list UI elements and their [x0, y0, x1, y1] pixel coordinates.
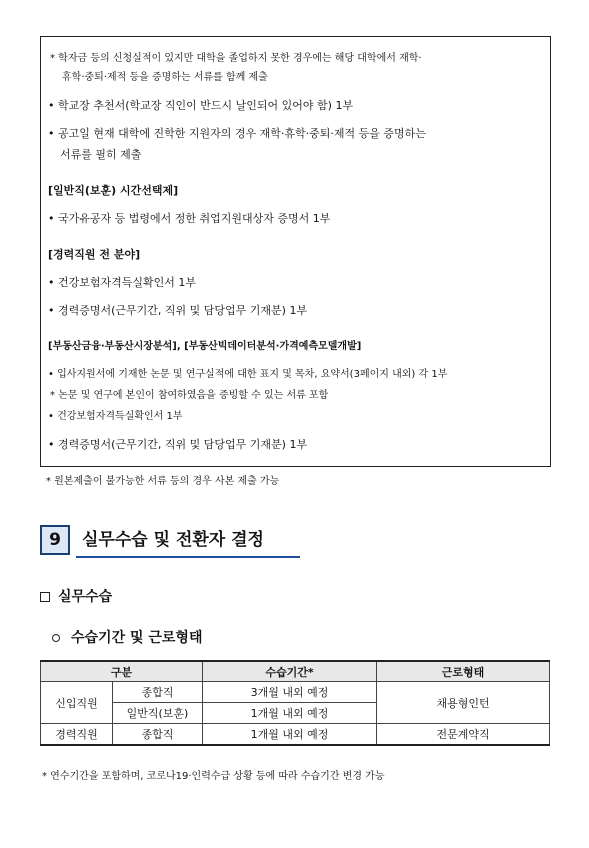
table-row — [41, 724, 550, 746]
table-cell: 신입직원 — [41, 682, 113, 724]
table-header: 수습기간* — [203, 661, 377, 682]
square-bullet-icon — [40, 592, 50, 602]
table-cell: 1개월 내외 예정 — [203, 724, 377, 746]
bullet-item: • 건강보험자격득실확인서 1부 — [48, 411, 183, 422]
category-heading-part: [부동산빅데이터분석·가격예측모델개발] — [184, 341, 362, 352]
table-cell: 3개월 내외 예정 — [203, 682, 377, 703]
circle-bullet-icon — [52, 634, 60, 642]
bullet-item: • 학교장 추천서(학교장 직인이 반드시 날인되어 있어야 함) 1부 — [48, 99, 354, 112]
bullet-item: • 국가유공자 등 법령에서 정한 취업지원대상자 증명서 1부 — [48, 212, 331, 225]
note-line: * 논문 및 연구에 본인이 참여하였음을 증빙할 수 있는 서류 포함 — [50, 390, 329, 401]
table-header: 구분 — [41, 661, 203, 682]
table-cell: 종합직 — [113, 724, 203, 746]
bullet-item-continued: 서류를 필히 제출 — [60, 148, 142, 161]
category-heading: [일반직(보훈) 시간선택제] — [48, 184, 179, 197]
table-header: 근로형태 — [377, 661, 550, 682]
section-number-badge: 9 — [40, 525, 70, 555]
table-row — [41, 682, 550, 703]
bullet-item: • 공고일 현재 대학에 진학한 지원자의 경우 재학·휴학·중퇴·제적 등을 증명하는 — [48, 127, 426, 140]
table-cell: 전문계약직 — [377, 724, 550, 746]
table-cell: 채용형인턴 — [377, 682, 550, 724]
category-heading-part: [부동산금융·부동산시장분석], — [48, 341, 181, 352]
table-cell: 종합직 — [113, 682, 203, 703]
category-heading — [48, 340, 361, 354]
note-line: * 학자금 등의 신청실적이 있지만 대학을 졸업하지 못한 경우에는 해당 대학에서 재학· — [50, 53, 422, 64]
copy-submission-note: * 원본제출이 불가능한 서류 등의 경우 사본 제출 가능 — [46, 476, 280, 487]
table-cell: 경력직원 — [41, 724, 113, 746]
table-footnote: * 연수기간을 포함하며, 코로나19·인력수급 상황 등에 따라 수습기간 변경 가능 — [42, 771, 385, 782]
bullet-item: • 경력증명서(근무기간, 직위 및 담당업무 기재분) 1부 — [48, 304, 308, 317]
subheading: 실무수습 — [58, 589, 113, 605]
bullet-item: • 경력증명서(근무기간, 직위 및 담당업무 기재분) 1부 — [48, 438, 308, 451]
bullet-item: • 건강보험자격득실확인서 1부 — [48, 276, 196, 289]
section-title-underline — [76, 556, 300, 558]
bullet-item: • 입사지원서에 기재한 논문 및 연구실적에 대한 표지 및 목차, 요약서(3페이지 내외) 각 1부 — [48, 369, 448, 380]
note-line: 휴학·중퇴·제적 등을 증명하는 서류를 함께 제출 — [62, 72, 268, 83]
category-heading: [경력직원 전 분야] — [48, 248, 141, 261]
table-cell: 일반직(보훈) — [113, 703, 203, 724]
table-cell: 1개월 내외 예정 — [203, 703, 377, 724]
subsubheading: 수습기간 및 근로형태 — [71, 630, 203, 646]
section-title: 실무수습 및 전환자 결정 — [82, 530, 264, 550]
probation-table — [40, 660, 550, 746]
